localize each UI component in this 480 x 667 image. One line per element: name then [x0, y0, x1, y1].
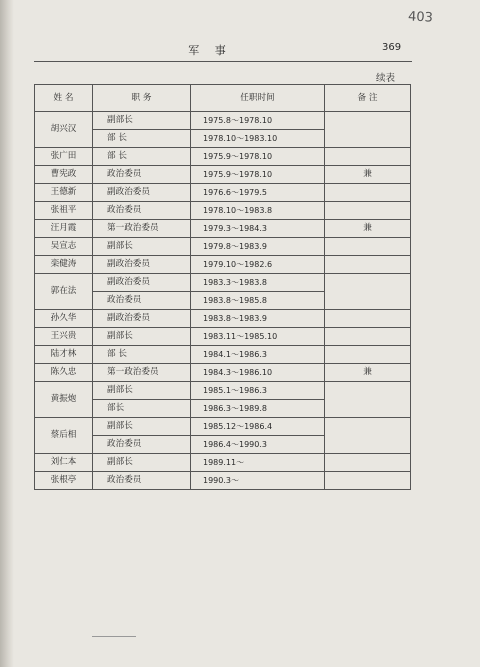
post-cell: 部长	[93, 400, 191, 418]
term-cell: 1975.9～1978.10	[191, 166, 325, 184]
person-name: 汪月霞	[35, 220, 93, 238]
note-cell	[325, 346, 411, 364]
post-cell: 副部长	[93, 454, 191, 472]
table-row	[35, 310, 411, 328]
table-row	[35, 112, 411, 130]
table-row	[35, 256, 411, 274]
person-name: 栾健涛	[35, 256, 93, 274]
table-row	[35, 472, 411, 490]
footer-mark	[92, 636, 136, 637]
table-row	[35, 238, 411, 256]
person-name: 蔡后相	[35, 418, 93, 454]
post-cell: 政治委员	[93, 166, 191, 184]
page-header-title: 军 事	[188, 44, 232, 57]
table-row	[35, 454, 411, 472]
header-term: 任职时间	[191, 85, 325, 112]
header-rule	[34, 61, 412, 62]
personnel-table	[34, 84, 411, 490]
post-cell: 第一政治委员	[93, 364, 191, 382]
term-cell: 1979.8～1983.9	[191, 238, 325, 256]
note-cell	[325, 256, 411, 274]
note-cell: 兼	[325, 166, 411, 184]
term-cell: 1984.3～1986.10	[191, 364, 325, 382]
note-cell	[325, 454, 411, 472]
table-row	[35, 202, 411, 220]
header-note: 备 注	[325, 85, 411, 112]
table-row	[35, 274, 411, 292]
term-cell: 1985.1～1986.3	[191, 382, 325, 400]
person-name: 张祖平	[35, 202, 93, 220]
note-cell	[325, 238, 411, 256]
post-cell: 副部长	[93, 112, 191, 130]
term-cell: 1986.3～1989.8	[191, 400, 325, 418]
person-name: 王德新	[35, 184, 93, 202]
note-cell: 兼	[325, 364, 411, 382]
note-cell: 兼	[325, 220, 411, 238]
table-row	[35, 382, 411, 400]
table-row	[35, 364, 411, 382]
header-name: 姓 名	[35, 85, 93, 112]
term-cell: 1989.11～	[191, 454, 325, 472]
term-cell: 1975.8～1978.10	[191, 112, 325, 130]
person-name: 刘仁本	[35, 454, 93, 472]
post-cell: 副部长	[93, 238, 191, 256]
note-cell	[325, 184, 411, 202]
table-row	[35, 166, 411, 184]
person-name: 曹宪政	[35, 166, 93, 184]
table-row	[35, 346, 411, 364]
term-cell: 1983.8～1985.8	[191, 292, 325, 310]
note-cell	[325, 202, 411, 220]
term-cell: 1983.11～1985.10	[191, 328, 325, 346]
post-cell: 政治委员	[93, 472, 191, 490]
header-post: 职 务	[93, 85, 191, 112]
note-cell	[325, 382, 411, 418]
term-cell: 1978.10～1983.10	[191, 130, 325, 148]
post-cell: 副政治委员	[93, 310, 191, 328]
term-cell: 1978.10～1983.8	[191, 202, 325, 220]
post-cell: 部 长	[93, 130, 191, 148]
note-cell	[325, 148, 411, 166]
table-row	[35, 184, 411, 202]
term-cell: 1983.8～1983.9	[191, 310, 325, 328]
person-name: 王兴贵	[35, 328, 93, 346]
term-cell: 1985.12～1986.4	[191, 418, 325, 436]
table-row	[35, 418, 411, 436]
continued-label: 续表	[376, 73, 396, 84]
post-cell: 副政治委员	[93, 256, 191, 274]
term-cell: 1976.6～1979.5	[191, 184, 325, 202]
term-cell: 1983.3～1983.8	[191, 274, 325, 292]
person-name: 张广田	[35, 148, 93, 166]
post-cell: 政治委员	[93, 436, 191, 454]
term-cell: 1975.9～1978.10	[191, 148, 325, 166]
post-cell: 副部长	[93, 382, 191, 400]
post-cell: 副政治委员	[93, 274, 191, 292]
post-cell: 部 长	[93, 148, 191, 166]
post-cell: 第一政治委员	[93, 220, 191, 238]
handwritten-annotation: 403	[407, 9, 434, 26]
term-cell: 1984.1～1986.3	[191, 346, 325, 364]
person-name: 胡兴汉	[35, 112, 93, 148]
table-row	[35, 220, 411, 238]
person-name: 孙久华	[35, 310, 93, 328]
person-name: 吴宣志	[35, 238, 93, 256]
person-name: 郭在法	[35, 274, 93, 310]
table-body	[35, 112, 411, 490]
post-cell: 副政治委员	[93, 184, 191, 202]
table-header-row	[35, 85, 411, 112]
person-name: 陈久忠	[35, 364, 93, 382]
table-row	[35, 328, 411, 346]
post-cell: 政治委员	[93, 202, 191, 220]
term-cell: 1979.3～1984.3	[191, 220, 325, 238]
post-cell: 政治委员	[93, 292, 191, 310]
note-cell	[325, 310, 411, 328]
post-cell: 副部长	[93, 418, 191, 436]
note-cell	[325, 274, 411, 310]
note-cell	[325, 112, 411, 148]
person-name: 陆才林	[35, 346, 93, 364]
person-name: 张根亭	[35, 472, 93, 490]
term-cell: 1986.4～1990.3	[191, 436, 325, 454]
person-name: 黄振炮	[35, 382, 93, 418]
page-number: 369	[382, 42, 402, 53]
post-cell: 副部长	[93, 328, 191, 346]
term-cell: 1979.10～1982.6	[191, 256, 325, 274]
table-row	[35, 148, 411, 166]
book-binding-shadow	[0, 0, 14, 667]
term-cell: 1990.3～	[191, 472, 325, 490]
note-cell	[325, 418, 411, 454]
note-cell	[325, 472, 411, 490]
post-cell: 部 长	[93, 346, 191, 364]
note-cell	[325, 328, 411, 346]
